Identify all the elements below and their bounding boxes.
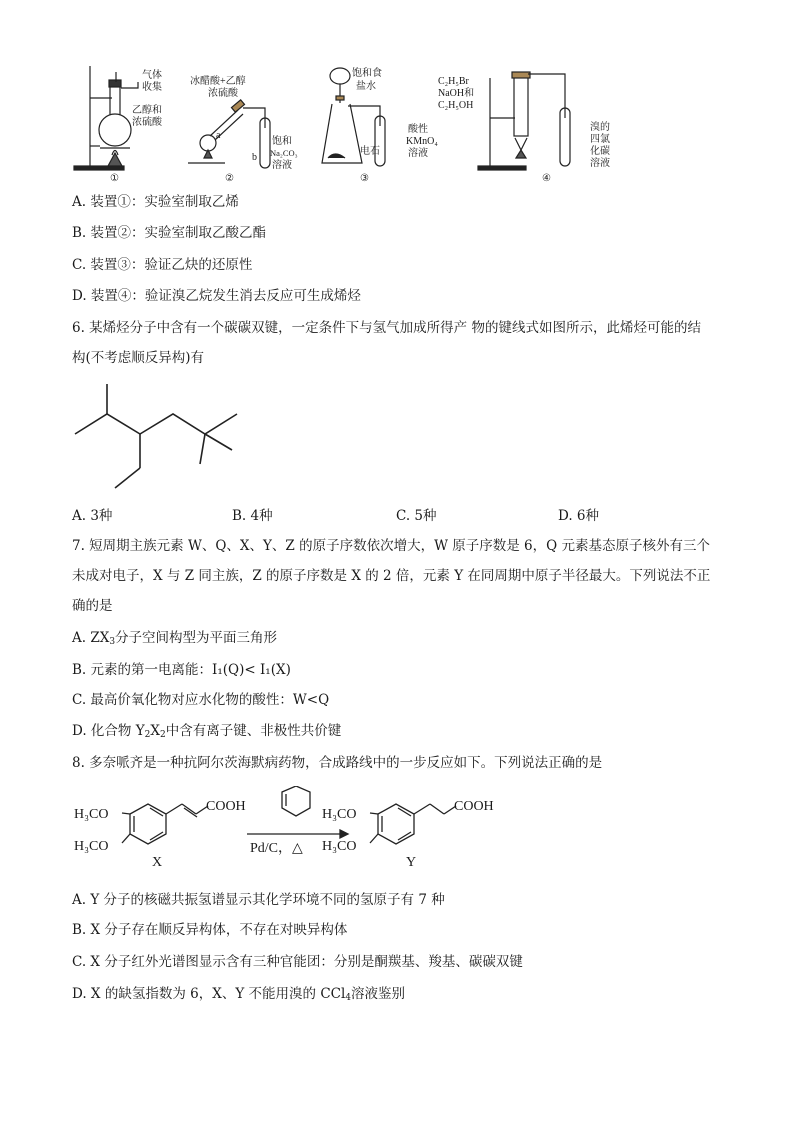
y-label: Y — [406, 855, 417, 870]
a4-label-2: NaOH和 — [438, 88, 475, 99]
q8-option-b: B. X 分子存在顺反异构体，不存在对映异构体 — [72, 922, 348, 938]
a2-label-3: 饱和 — [272, 136, 292, 147]
q6-option-a: A. 3种 — [72, 508, 113, 524]
a4-number: ④ — [542, 173, 551, 184]
apparatus-2 — [188, 100, 270, 168]
q6-option-c: C. 5种 — [396, 508, 437, 524]
q7-option-d: D. 化合物 $Y_2X_2$中含有离子键、非极性共价键 — [72, 723, 342, 740]
y-cooh: COOH — [454, 799, 494, 814]
q7-option-a: A. $ZX_3$分子空间构型为平面三角形 — [72, 630, 278, 647]
a2-label-a: a — [216, 130, 221, 141]
q5-option-b: B. 装置②：实验室制取乙酸乙酯 — [72, 225, 267, 241]
a3-label-4: 酸性 — [408, 124, 428, 135]
a3-label-3: 电石 — [360, 146, 380, 157]
apparatus-figure — [60, 58, 650, 188]
a2-label-5: 溶液 — [272, 160, 292, 171]
q6-stem-line-1: 6. 某烯烃分子中含有一个碳碳双键，一定条件下与氢气加成所得产 物的键线式如图所示，此烯烃可能的结 — [72, 320, 701, 336]
x-h3co-top: H₃CO — [74, 807, 109, 822]
q6-option-b: B. 4种 — [232, 508, 273, 524]
y-h3co-top: H₃CO — [322, 807, 357, 822]
a2-label-2: 浓硫酸 — [208, 88, 238, 99]
a3-label-2: 盐水 — [356, 81, 376, 92]
q8-option-d: D. X 的缺氢指数为 6，X、Y 不能用溴的 CCl$_4$溶液鉴别 — [72, 986, 406, 1003]
a1-label-4: 浓硫酸 — [132, 117, 162, 128]
q5-option-a: A. 装置①：实验室制取乙烯 — [72, 194, 239, 210]
a2-label-b: b — [252, 152, 257, 163]
a4-label-6: 化碳 — [590, 146, 610, 157]
a4-label-5: 四氯 — [590, 134, 610, 145]
q8-option-c: C. X 分子红外光谱图显示含有三种官能团：分别是酮羰基、羧基、碳碳双键 — [72, 954, 523, 970]
q7-stem-line-1: 7. 短周期主族元素 W、Q、X、Y、Z 的原子序数依次增大，W 原子序数是 6，Q 元素基态原子核外有三个 — [72, 538, 711, 554]
a4-label-4: 溴的 — [590, 122, 610, 133]
q5-option-c: C. 装置③：验证乙炔的还原性 — [72, 257, 253, 273]
a1-number: ① — [110, 173, 119, 184]
a2-label-4: Na₂CO₃ — [270, 148, 298, 158]
q7-option-b: B. 元素的第一电离能：I₁(Q)< I₁(X) — [72, 662, 291, 678]
a3-number: ③ — [360, 173, 369, 184]
a2-label-1: 冰醋酸+乙醇 — [190, 76, 246, 87]
a2-number: ② — [225, 173, 234, 184]
a3-label-5: KMnO₄ — [406, 136, 438, 147]
a1-label-1: 气体 — [142, 70, 162, 81]
a1-label-2: 收集 — [142, 82, 162, 93]
x-label: X — [152, 855, 163, 870]
q5-option-d: D. 装置④：验证溴乙烷发生消去反应可生成烯烃 — [72, 288, 361, 304]
q7-stem-line-2: 未成对电子，X 与 Z 同主族，Z 的原子序数是 X 的 2 倍，元素 Y 在同周期中原子半径最大。下列说法不正 — [72, 568, 711, 584]
reagent-label: Pd/C，△ — [250, 841, 303, 856]
q8-option-a: A. Y 分子的核磁共振氢谱显示其化学环境不同的氢原子有 7 种 — [72, 892, 445, 908]
a4-label-7: 溶液 — [590, 158, 610, 169]
q6-option-d: D. 6种 — [558, 508, 600, 524]
a3-label-1: 饱和食 — [352, 68, 382, 79]
a1-label-3: 乙醇和 — [132, 105, 162, 116]
q8-stem: 8. 多奈哌齐是一种抗阿尔茨海默病药物，合成路线中的一步反应如下。下列说法正确的是 — [72, 755, 603, 771]
a4-label-1: C₂H₅Br — [438, 76, 469, 87]
q8-reaction-scheme — [70, 786, 530, 886]
a3-label-6: 溶液 — [408, 148, 428, 159]
q7-option-c: C. 最高价氧化物对应水化物的酸性：W<Q — [72, 692, 330, 708]
q6-skeletal-structure — [60, 382, 260, 497]
y-h3co-bottom: H₃CO — [322, 839, 357, 854]
q7-stem-line-3: 确的是 — [72, 598, 113, 614]
q6-stem-line-2: 构(不考虑顺反异构)有 — [72, 350, 205, 366]
x-cooh: COOH — [206, 799, 246, 814]
apparatus-4 — [478, 72, 570, 170]
apparatus-1 — [74, 66, 138, 170]
x-h3co-bottom: H₃CO — [74, 839, 109, 854]
a4-label-3: C₂H₅OH — [438, 100, 474, 111]
